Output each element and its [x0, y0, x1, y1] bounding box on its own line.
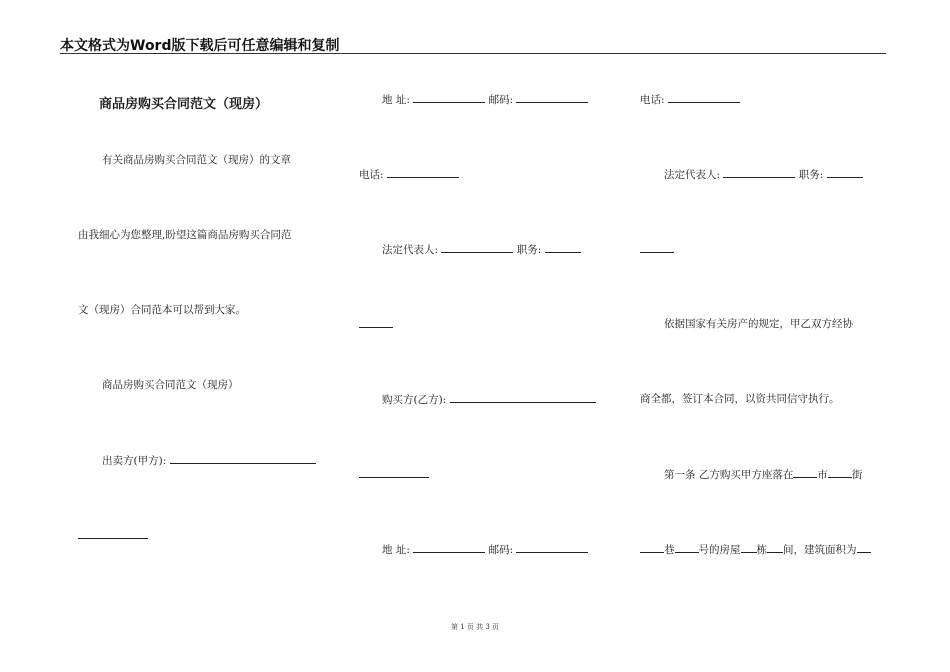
buyer-continuation-line: [359, 467, 429, 482]
seller-label: 出卖方(甲方):: [102, 455, 167, 467]
position-blank-continued: [359, 317, 393, 328]
clause-intro-line-2: 商全都，签订本合同，以资共同信守执行。: [640, 393, 840, 405]
article-1-text-number: 号的房屋: [698, 544, 741, 556]
col3-phone-label: 电话:: [640, 94, 665, 106]
col3-phone-line: [640, 92, 740, 107]
article-1-text-lane: 巷: [664, 544, 675, 556]
col3-legal-rep-label: 法定代表人:: [664, 169, 721, 181]
contract-subtitle: 商品房购买合同范文（现房）: [102, 379, 239, 391]
buyer-address-line: [382, 542, 588, 557]
seller-address-line: [382, 92, 588, 107]
buyer-address-label: 地 址:: [382, 544, 410, 556]
buyer-postcode-label: 邮码:: [488, 544, 514, 556]
article-1-text-city: 市: [817, 469, 828, 481]
seller-line: [102, 453, 316, 468]
position-continuation-line: [359, 317, 393, 332]
col3-position-label: 职务:: [798, 169, 824, 181]
article-1-text-a: 第一条 乙方购买甲方座落在: [664, 469, 794, 481]
address-label: 地 址:: [382, 94, 410, 106]
col3-position-blank: [827, 167, 863, 178]
postcode-label: 邮码:: [488, 94, 514, 106]
col3-phone-blank: [668, 92, 740, 103]
col3-position-continuation-line: [640, 242, 674, 257]
legal-rep-label: 法定代表人:: [382, 244, 439, 256]
article-1-line-1: [664, 467, 862, 482]
legal-rep-blank: [441, 242, 513, 253]
intro-line-3: 文（现房）合同范本可以帮到大家。: [78, 304, 246, 316]
area-blank: [857, 542, 871, 553]
page-number: 第 1 页 共 3 页: [450, 623, 500, 631]
seller-blank: [170, 453, 316, 464]
article-1-line-2: [640, 542, 871, 557]
document-header: 本文格式为Word版下载后可任意编辑和复制: [60, 38, 340, 54]
intro-line-2: 由我细心为您整理,盼望这篇商品房购买合同范: [78, 229, 292, 241]
intro-line-1: 有关商品房购买合同范文（现房）的文章: [102, 154, 291, 166]
position-label: 职务:: [516, 244, 542, 256]
buyer-postcode-blank: [516, 542, 588, 553]
building-blank: [741, 542, 757, 553]
position-blank: [545, 242, 581, 253]
seller-blank-continued: [78, 528, 148, 539]
buyer-label: 购买方(乙方):: [382, 394, 447, 406]
col3-legal-rep-blank: [723, 167, 795, 178]
phone-label: 电话:: [359, 169, 384, 181]
buyer-blank-continued: [359, 467, 429, 478]
col3-position-blank-continued: [640, 242, 674, 253]
article-1-text-building: 栋: [756, 544, 767, 556]
seller-phone-line: [359, 167, 459, 182]
col3-legal-rep-line: [664, 167, 863, 182]
lane-blank: [640, 542, 664, 553]
phone-blank: [387, 167, 459, 178]
clause-intro-line-1: 依据国家有关房产的规定，甲乙双方经协: [664, 318, 853, 330]
room-blank: [767, 542, 783, 553]
street-blank: [828, 467, 852, 478]
buyer-line: [382, 392, 596, 407]
article-1-text-street: 街: [851, 469, 863, 481]
seller-continuation-line: [78, 528, 148, 543]
number-blank: [675, 542, 699, 553]
buyer-blank: [450, 392, 596, 403]
article-1-text-area: 间，建筑面积为: [783, 544, 857, 556]
document-title: 商品房购买合同范文（现房）: [99, 97, 269, 112]
buyer-address-blank: [413, 542, 485, 553]
postcode-blank: [516, 92, 588, 103]
address-blank: [413, 92, 485, 103]
header-divider: [60, 53, 886, 54]
city-blank: [793, 467, 817, 478]
seller-legal-rep-line: [382, 242, 581, 257]
